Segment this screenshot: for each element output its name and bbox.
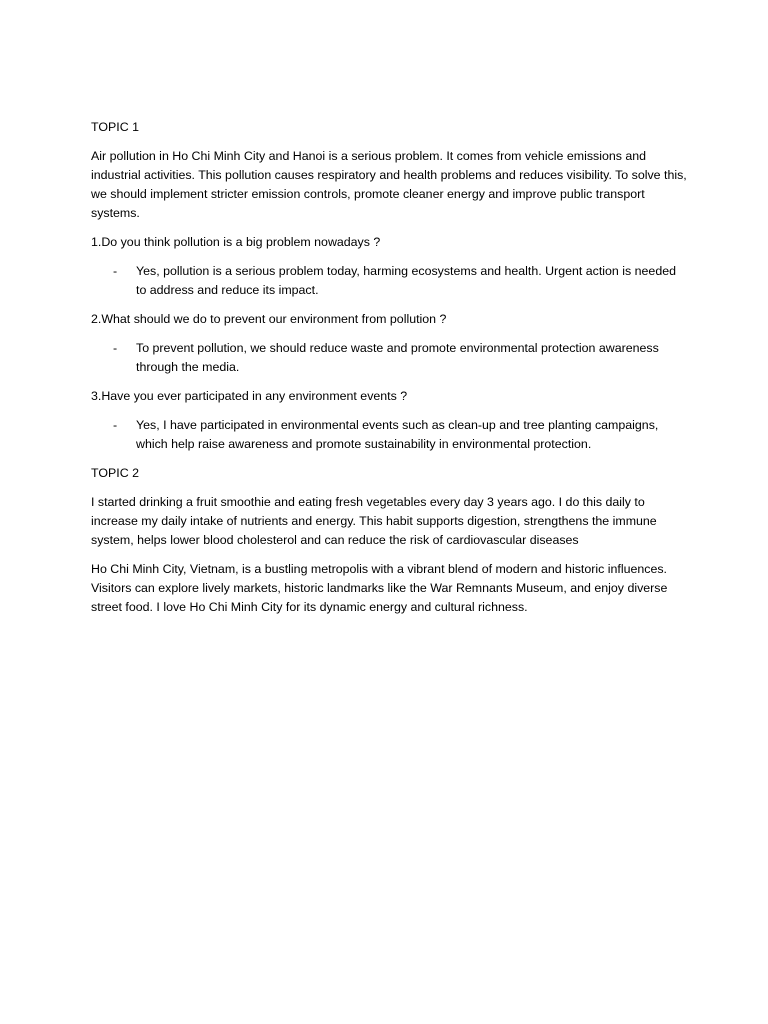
answer-2-text: To prevent pollution, we should reduce waste and promote environmental protection awareness through the media.: [136, 341, 659, 374]
answer-2: [91, 339, 687, 377]
bullet-dash: -: [113, 264, 118, 278]
topic-1-heading: TOPIC 1: [91, 120, 139, 134]
topic-2-heading: TOPIC 2: [91, 466, 139, 480]
topic-2-paragraph-1: I started drinking a fruit smoothie and eating fresh vegetables every day 3 years ago. I do this daily to increase my daily intake of nutrients and energy. This habit supports digestion, strengthens the immune system, helps lower blood cholesterol and can reduce the risk of cardiovascular diseases: [91, 495, 657, 547]
answer-1: [91, 262, 687, 300]
topic-1-intro: Air pollution in Ho Chi Minh City and Hanoi is a serious problem. It comes from vehicle emissions and industrial activities. This pollution causes respiratory and health problems and reduces visibility. To solve this, we should implement stricter emission controls, promote cleaner energy and improve public transport systems.: [91, 149, 687, 220]
answer-3: [91, 416, 687, 454]
answer-1-text: Yes, pollution is a serious problem today, harming ecosystems and health. Urgent action is needed to address and reduce its impact.: [136, 264, 676, 297]
answer-3-text: Yes, I have participated in environmental events such as clean-up and tree planting campaigns, which help raise awareness and promote sustainability in environmental protection.: [136, 418, 659, 451]
document-page: [91, 118, 687, 627]
bullet-dash: -: [113, 418, 118, 432]
question-3: 3.Have you ever participated in any environment events ?: [91, 389, 408, 403]
bullet-dash: -: [113, 341, 118, 355]
topic-2-paragraph-2: Ho Chi Minh City, Vietnam, is a bustling metropolis with a vibrant blend of modern and historic influences. Visitors can explore lively markets, historic landmarks like the War Remnants Museum, and enjoy diverse street food. I love Ho Chi Minh City for its dynamic energy and cultural richness.: [91, 562, 668, 614]
question-1: 1.Do you think pollution is a big problem nowadays ?: [91, 235, 381, 249]
question-2: 2.What should we do to prevent our environment from pollution ?: [91, 312, 447, 326]
